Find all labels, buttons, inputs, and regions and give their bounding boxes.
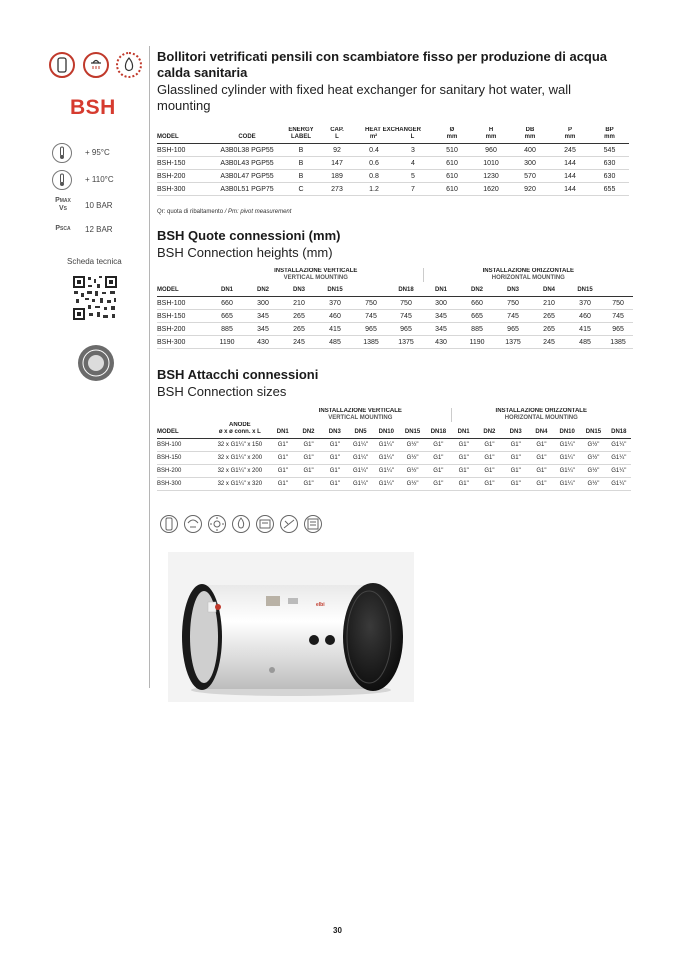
table-cell: G1" <box>503 478 529 491</box>
table-header-cell: DN18 <box>607 422 631 439</box>
table-cell: G1" <box>426 478 451 491</box>
table-cell: 3 <box>394 144 432 157</box>
table-cell: 485 <box>317 336 353 349</box>
table-cell: 32 x G1¼" x 150 <box>210 439 271 452</box>
table-cell: 1.2 <box>354 183 394 196</box>
table-cell: G1¼" <box>373 452 399 465</box>
table-cell: 32 x G1¼" x 200 <box>210 452 271 465</box>
table-cell: 1385 <box>353 336 389 349</box>
table-cell: G1¼" <box>348 465 373 478</box>
table-row <box>157 323 633 336</box>
group-header-row <box>157 408 631 422</box>
table-cell: G1" <box>451 439 476 452</box>
table-header-cell: DN3 <box>322 422 348 439</box>
table-cell: 630 <box>590 170 629 183</box>
group-horizontal-it: INSTALLAZIONE ORIZZONTALE <box>495 408 587 414</box>
flame-icon <box>116 52 142 78</box>
table-cell: 400 <box>510 144 550 157</box>
table-cell: G½" <box>399 439 425 452</box>
table-cell: 0.4 <box>354 144 394 157</box>
connection-sizes-table <box>157 408 631 491</box>
connection-heights-table <box>157 268 633 349</box>
table-cell: 32 x G1¼" x 320 <box>210 478 271 491</box>
table-header-cell: DN1 <box>451 422 476 439</box>
table-header-cell: DN15 <box>567 282 603 297</box>
table-cell: 144 <box>550 157 590 170</box>
table-header-cell: DN2 <box>295 422 321 439</box>
col-energy-label <box>282 127 320 144</box>
table-cell: G1" <box>503 439 529 452</box>
table-cell: G1¼" <box>554 478 580 491</box>
table-cell: 885 <box>209 323 245 336</box>
table-cell: G1" <box>451 478 476 491</box>
table-row <box>157 439 631 452</box>
table-cell: BSH-100 <box>157 439 210 452</box>
table-row <box>157 465 631 478</box>
table-cell: G1" <box>270 452 295 465</box>
table-cell: 265 <box>531 323 567 336</box>
table-cell: A3B0L47 PGP55 <box>212 170 282 183</box>
table-cell: BSH-150 <box>157 310 209 323</box>
table-cell: 245 <box>531 336 567 349</box>
col-energy-label-1: ENERGY <box>288 127 314 133</box>
page-number: 30 <box>333 926 342 935</box>
table-cell: 1190 <box>209 336 245 349</box>
table-cell: 1010 <box>472 157 510 170</box>
certification-seal <box>78 345 114 381</box>
table-cell: BSH-200 <box>157 170 212 183</box>
col-cap-label: CAP. <box>330 127 344 133</box>
table-cell: G1" <box>322 439 348 452</box>
table-cell: 1190 <box>459 336 495 349</box>
table-cell: BSH-300 <box>157 183 212 196</box>
col-unit: mm <box>564 134 576 140</box>
table-cell: G1" <box>529 439 554 452</box>
table-cell: G1" <box>295 478 321 491</box>
table-cell: BSH-200 <box>157 465 210 478</box>
table-cell: BSH-150 <box>157 157 212 170</box>
table-cell: 750 <box>603 297 633 310</box>
table-cell: 510 <box>432 144 472 157</box>
table-header-row <box>157 127 629 144</box>
table-cell: G1" <box>476 478 502 491</box>
col-unit: mm <box>524 134 536 140</box>
table-cell: 7 <box>394 183 432 196</box>
group-vertical-it: INSTALLAZIONE VERTICALE <box>318 408 402 414</box>
section3-title-it: BSH Attacchi connessioni <box>157 367 319 382</box>
table-row <box>157 144 629 157</box>
col-anode <box>210 422 271 439</box>
table-cell: 430 <box>423 336 459 349</box>
table-cell: 745 <box>389 310 423 323</box>
group-header-row <box>157 268 633 282</box>
table-row <box>157 170 629 183</box>
section1-title-en: Glasslined cylinder with fixed heat exchanger for sanitary hot water, wall mounting <box>157 82 572 113</box>
table-cell: 144 <box>550 183 590 196</box>
table-cell: 610 <box>432 157 472 170</box>
col-unit: mm <box>604 134 615 140</box>
group-horizontal <box>451 408 631 422</box>
table-header-cell: DN10 <box>554 422 580 439</box>
table-header-row <box>157 282 633 297</box>
table-header-cell: DN4 <box>531 282 567 297</box>
table-cell: BSH-100 <box>157 297 209 310</box>
table-cell: 245 <box>281 336 317 349</box>
table-header-cell: DN2 <box>459 282 495 297</box>
table-cell: 960 <box>472 144 510 157</box>
shower-icon <box>83 52 109 78</box>
table-cell: G½" <box>580 439 606 452</box>
group-vertical-en: VERTICAL MOUNTING <box>283 275 348 281</box>
col-p <box>550 127 590 144</box>
section1-title-it: Bollitori vetrificati pensili con scambiatore fisso per produzione di acqua calda sanitaria <box>157 49 608 80</box>
col-unit: mm <box>446 134 458 140</box>
col-p-label: P <box>567 127 572 133</box>
col-unit: mm <box>485 134 497 140</box>
table-cell: G1" <box>426 439 451 452</box>
table-cell: G1" <box>476 452 502 465</box>
table-cell: 147 <box>320 157 354 170</box>
table-cell: A3B0L38 PGP55 <box>212 144 282 157</box>
table-cell: 1620 <box>472 183 510 196</box>
table-cell: 750 <box>389 297 423 310</box>
table-cell: G1" <box>529 465 554 478</box>
table-cell: BSH-150 <box>157 452 210 465</box>
table-header-cell: DN2 <box>476 422 502 439</box>
table-cell: 415 <box>567 323 603 336</box>
table-cell: 965 <box>353 323 389 336</box>
spec-value: + 110°C <box>85 175 114 184</box>
thermometer-icon <box>52 143 72 163</box>
table-cell: 300 <box>245 297 281 310</box>
table-cell: 345 <box>423 310 459 323</box>
table-cell: G1" <box>451 465 476 478</box>
table-cell: 92 <box>320 144 354 157</box>
table-row <box>157 297 633 310</box>
table-cell: G1¼" <box>348 478 373 491</box>
table-header-cell: DN3 <box>495 282 531 297</box>
spec-pmax <box>52 197 152 217</box>
table-cell: BSH-300 <box>157 336 209 349</box>
table-cell: G1¼" <box>373 478 399 491</box>
table-cell: 750 <box>495 297 531 310</box>
qr-code[interactable] <box>72 275 118 321</box>
table-cell: G1" <box>295 439 321 452</box>
product-photo <box>168 552 414 702</box>
table-cell: 300 <box>510 157 550 170</box>
spec-value: + 95°C <box>85 148 110 157</box>
table-cell: 189 <box>320 170 354 183</box>
col-db-label: DB <box>525 127 535 133</box>
table-cell: B <box>282 144 320 157</box>
table-cell: G1¼" <box>373 439 399 452</box>
table-cell: G1" <box>322 478 348 491</box>
table-cell: 660 <box>209 297 245 310</box>
col-h-label: H <box>488 127 494 133</box>
table-header-cell: DN2 <box>245 282 281 297</box>
table-cell: G½" <box>580 478 606 491</box>
table-cell: 300 <box>423 297 459 310</box>
table-cell: 5 <box>394 170 432 183</box>
table-header-cell: MODEL <box>157 422 210 439</box>
section2-title-it: BSH Quote connessioni (mm) <box>157 228 341 243</box>
note-it: Qr: quota di ribaltamento <box>157 209 224 215</box>
table-row <box>157 157 629 170</box>
table-cell: 745 <box>495 310 531 323</box>
table-header-row <box>157 422 631 439</box>
table-cell: 345 <box>245 323 281 336</box>
table-cell: G1" <box>322 465 348 478</box>
table-cell: B <box>282 170 320 183</box>
table-header-cell: DN1 <box>423 282 459 297</box>
table-cell: 965 <box>495 323 531 336</box>
table-header-cell: DN3 <box>281 282 317 297</box>
group-vertical <box>209 268 423 282</box>
table-cell: 430 <box>245 336 281 349</box>
table-cell: 965 <box>603 323 633 336</box>
table-header-cell: DN10 <box>373 422 399 439</box>
table-header-cell: DN4 <box>529 422 554 439</box>
table-cell: G1" <box>476 465 502 478</box>
tech-sheet-label: Scheda tecnica <box>67 257 122 266</box>
table-cell: BSH-300 <box>157 478 210 491</box>
table-cell: 460 <box>317 310 353 323</box>
table-cell: 210 <box>281 297 317 310</box>
tank-icon <box>49 52 75 78</box>
table-header-cell: DN1 <box>270 422 295 439</box>
table-cell: 0.8 <box>354 170 394 183</box>
col-anode-label: ANODE <box>229 422 251 428</box>
table-cell: A3B0L51 PGP75 <box>212 183 282 196</box>
table-cell: 610 <box>432 183 472 196</box>
col-cap <box>320 127 354 144</box>
spec-label: PSCA <box>55 225 71 232</box>
table-cell: G1" <box>529 478 554 491</box>
col-anode-sub: ø x ø conn. x L <box>218 429 261 435</box>
table-cell: G1¼" <box>373 465 399 478</box>
table-cell: BSH-100 <box>157 144 212 157</box>
table-cell: 630 <box>590 157 629 170</box>
table-cell: 345 <box>423 323 459 336</box>
spec-value: 12 BAR <box>85 225 113 234</box>
table-cell: 370 <box>317 297 353 310</box>
table-cell: A3B0L43 PGP55 <box>212 157 282 170</box>
product-code: BSH <box>70 96 116 119</box>
table-cell: G1¼" <box>554 452 580 465</box>
feature-icons <box>159 513 329 535</box>
table-cell: G1¼" <box>607 465 631 478</box>
spec-psca <box>52 225 152 245</box>
table-cell: G1" <box>270 439 295 452</box>
table-cell: G1¼" <box>554 439 580 452</box>
spec-temp-110 <box>52 170 152 190</box>
table-cell: G1¼" <box>554 465 580 478</box>
col-dia-label: Ø <box>449 127 455 133</box>
table-cell: G1¼" <box>348 439 373 452</box>
table-cell: 665 <box>209 310 245 323</box>
table-row <box>157 183 629 196</box>
table-cell: G½" <box>580 465 606 478</box>
table-header-cell: DN15 <box>317 282 353 297</box>
spec-label: PMAX VS <box>55 197 71 212</box>
table-row <box>157 336 633 349</box>
table-cell: G½" <box>399 452 425 465</box>
table-cell: 965 <box>389 323 423 336</box>
table-cell: 460 <box>567 310 603 323</box>
table-cell: G1" <box>476 439 502 452</box>
table-cell: 655 <box>590 183 629 196</box>
thermometer-icon <box>52 170 72 190</box>
table-cell: 4 <box>394 157 432 170</box>
table-cell: G1" <box>295 465 321 478</box>
table-body <box>157 144 629 196</box>
col-bp-label: BP <box>605 127 614 133</box>
col-model: MODEL <box>157 127 212 144</box>
table-cell: 0.6 <box>354 157 394 170</box>
table-cell: 660 <box>459 297 495 310</box>
col-bp <box>590 127 629 144</box>
table-cell: 1230 <box>472 170 510 183</box>
group-vertical-it: INSTALLAZIONE VERTICALE <box>274 268 358 274</box>
table-cell: G1¼" <box>348 452 373 465</box>
col-energy-label-2: LABEL <box>291 134 311 140</box>
col-hx-l: L <box>410 134 415 140</box>
table-cell: 485 <box>567 336 603 349</box>
group-vertical-en: VERTICAL MOUNTING <box>328 415 393 421</box>
col-cap-unit: L <box>335 134 339 140</box>
section2-title-en: BSH Connection heights (mm) <box>157 245 333 260</box>
table-header-cell: DN15 <box>399 422 425 439</box>
table-cell: 415 <box>317 323 353 336</box>
table-cell: 144 <box>550 170 590 183</box>
table-cell: G1¼" <box>607 452 631 465</box>
table-cell: 610 <box>432 170 472 183</box>
table-cell: 750 <box>353 297 389 310</box>
table-cell: G1" <box>322 452 348 465</box>
table-cell: BSH-200 <box>157 323 209 336</box>
group-horizontal-it: INSTALLAZIONE ORIZZONTALE <box>482 268 575 274</box>
table-cell: G1" <box>426 465 451 478</box>
spec-temp-95 <box>52 143 152 163</box>
table-cell: 1375 <box>495 336 531 349</box>
spec-table <box>157 127 629 196</box>
table-header-cell: DN3 <box>503 422 529 439</box>
table-row <box>157 310 633 323</box>
section3-title-en: BSH Connection sizes <box>157 384 287 399</box>
table-cell: G½" <box>399 465 425 478</box>
sidebar-divider <box>149 46 150 688</box>
table-cell: 745 <box>353 310 389 323</box>
table-cell: G½" <box>399 478 425 491</box>
table-header-cell <box>353 282 389 297</box>
table-cell: 273 <box>320 183 354 196</box>
table-cell: C <box>282 183 320 196</box>
table-cell: 1385 <box>603 336 633 349</box>
table-cell: G1" <box>295 452 321 465</box>
table-cell: 32 x G1¼" x 200 <box>210 465 271 478</box>
table-cell: G1¼" <box>607 478 631 491</box>
table-cell: G1" <box>503 465 529 478</box>
group-horizontal-en: HORIZONTAL MOUNTING <box>504 415 578 421</box>
table-cell: 245 <box>550 144 590 157</box>
table-header-cell: DN1 <box>209 282 245 297</box>
table-row <box>157 452 631 465</box>
table-cell: G1" <box>270 465 295 478</box>
col-dia <box>432 127 472 144</box>
table-header-cell: DN15 <box>580 422 606 439</box>
spec-value: 10 BAR <box>85 201 113 210</box>
table-cell: G1" <box>529 452 554 465</box>
table-body <box>157 297 633 349</box>
table-cell: 885 <box>459 323 495 336</box>
col-heat-exchanger <box>354 127 432 144</box>
note-en: / Pm: pivot measurement <box>223 209 292 215</box>
table-cell: 920 <box>510 183 550 196</box>
col-code: CODE <box>212 127 282 144</box>
table-note <box>157 209 291 215</box>
table-cell: G1¼" <box>607 439 631 452</box>
col-db <box>510 127 550 144</box>
table-row <box>157 478 631 491</box>
table-header-cell: DN5 <box>348 422 373 439</box>
table-header-cell <box>603 282 633 297</box>
table-cell: G1" <box>451 452 476 465</box>
table-cell: B <box>282 157 320 170</box>
table-cell: 665 <box>459 310 495 323</box>
col-h <box>472 127 510 144</box>
table-body <box>157 439 631 491</box>
table-cell: 265 <box>531 310 567 323</box>
table-cell: 745 <box>603 310 633 323</box>
table-cell: G1" <box>426 452 451 465</box>
table-cell: G1" <box>270 478 295 491</box>
group-horizontal-en: HORIZONTAL MOUNTING <box>491 275 565 281</box>
table-cell: 1375 <box>389 336 423 349</box>
table-cell: 370 <box>567 297 603 310</box>
col-hx-m2: m² <box>369 134 378 140</box>
table-cell: 545 <box>590 144 629 157</box>
table-cell: 265 <box>281 310 317 323</box>
table-header-cell: MODEL <box>157 282 209 297</box>
col-hx-label: HEAT EXCHANGER <box>365 127 421 133</box>
table-cell: 345 <box>245 310 281 323</box>
table-header-cell: DN18 <box>389 282 423 297</box>
table-cell: G1" <box>503 452 529 465</box>
svg-text:elbi: elbi <box>316 602 325 608</box>
group-horizontal <box>423 268 633 282</box>
table-cell: G½" <box>580 452 606 465</box>
table-cell: 570 <box>510 170 550 183</box>
table-cell: 210 <box>531 297 567 310</box>
group-vertical <box>270 408 451 422</box>
table-header-cell: DN18 <box>426 422 451 439</box>
table-cell: 265 <box>281 323 317 336</box>
